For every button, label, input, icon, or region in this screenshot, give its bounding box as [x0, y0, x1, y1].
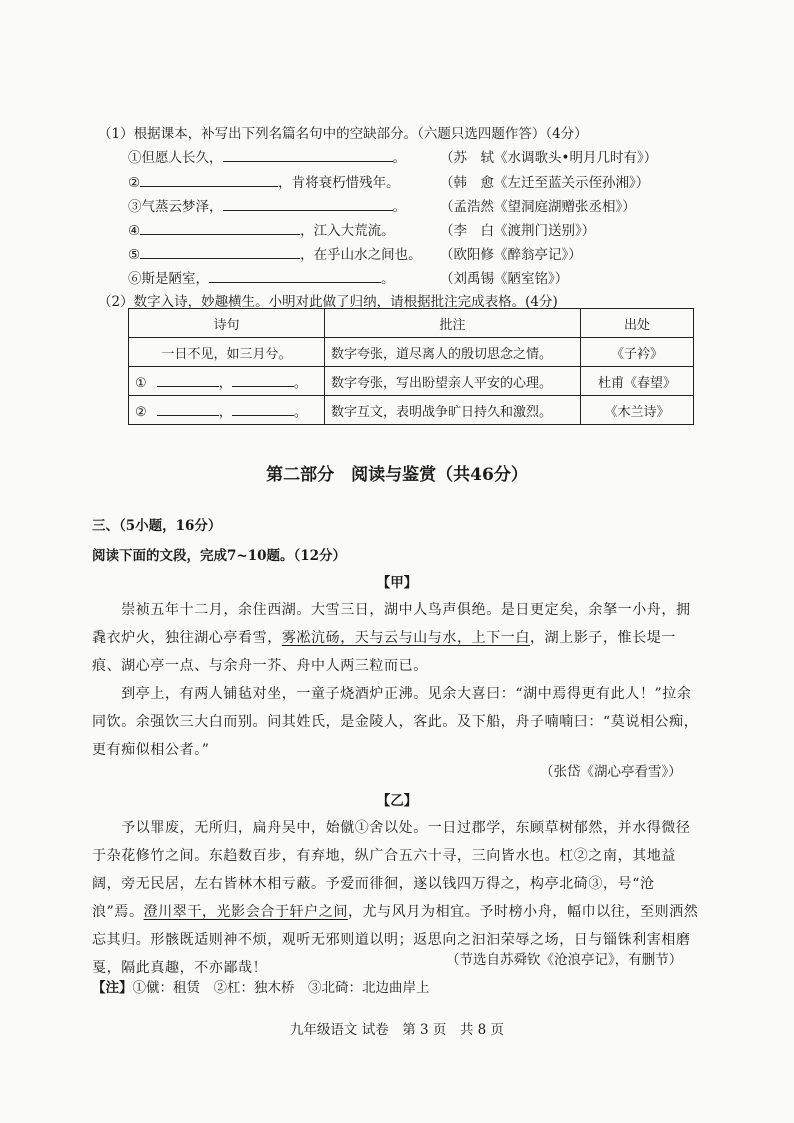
section-heading: 三、（5小题，16分）: [92, 518, 222, 534]
annotation-cell: 数字互文，表明战争旷日持久和激烈。: [325, 396, 581, 425]
line-suffix: 。: [392, 199, 406, 215]
annotation-cell: 数字夸张，道尽离人的殷切思念之情。: [325, 338, 581, 367]
underlined-sentence: 雾凇沆砀，天与云与山与水，上下一白: [281, 630, 531, 646]
passage-text: ，湖上影子，惟长堤一痕、湖心亭一点、与余舟一芥、舟中人两三粒而已。: [92, 630, 677, 674]
passage-yi-label: 【乙】: [376, 793, 418, 809]
col-header-annotation: 批注: [325, 309, 581, 338]
verse-cell: [129, 367, 325, 396]
fill-line-6: [128, 267, 395, 287]
passage-text: 予以罪废，无所归，扁舟吴中，始僦①舍以处。一日过郡学，东顾草树郁然，并水得微径于杂花修竹之间。东趋数百步，有弃地，纵广合五六十寻，三向皆水也。杠②之南，其地益阔，旁无民居，左右皆林木相亏蔽。予爱而徘徊，遂以钱四万得之，构亭北碕③，号“沧浪”焉。: [92, 820, 691, 920]
answer-blank[interactable]: [140, 220, 300, 235]
passage-text: 崇祯五年十二月，余住西湖。大雪三日，湖中人鸟声俱绝。是日更定矣，余拏一小舟，拥毳衣炉火，独往湖心亭看雪，: [92, 602, 691, 646]
passage-yi-source: （节选自苏舜钦《沧浪亭记》，有删节）: [446, 952, 683, 968]
fill-line-3: [128, 195, 406, 215]
answer-blank[interactable]: [232, 401, 294, 416]
notes: [92, 976, 430, 996]
annotation-cell: 数字夸张，写出盼望亲人平安的心理。: [325, 367, 581, 396]
source-cell: 杜甫《春望》: [581, 367, 694, 396]
row-number: ①: [135, 375, 147, 391]
table-row: [129, 367, 694, 396]
underlined-sentence: 澄川翠干，光影会合于轩户之间: [143, 904, 348, 920]
passage-jia-source: （张岱《湖心亭看雪》）: [540, 764, 682, 780]
blank-separator: ，: [218, 375, 232, 391]
source-cell: 《木兰诗》: [581, 396, 694, 425]
answer-blank[interactable]: [157, 372, 219, 387]
answer-blank[interactable]: [232, 372, 294, 387]
line-source-5: （欧阳修《醉翁亭记》）: [440, 247, 582, 263]
line-suffix: ，肯将衰朽惜残年。: [278, 175, 400, 191]
table-row: [129, 338, 694, 367]
line-suffix: 。: [381, 271, 395, 287]
line-prefix: ①但愿人长久，: [128, 150, 223, 166]
verse-cell: 一日不见，如三月兮。: [129, 338, 325, 367]
notes-text: ①僦：租赁 ②杠：独木桥 ③北碕：北边曲岸上: [132, 980, 430, 996]
answer-blank[interactable]: [157, 401, 219, 416]
page-footer: 九年级语文 试卷 第 3 页 共 8 页: [289, 1022, 505, 1038]
line-prefix: ⑥斯是陋室，: [128, 271, 209, 287]
fill-line-2: [128, 171, 400, 191]
blank-end: 。: [293, 404, 307, 420]
line-prefix: ③气蒸云梦泽，: [128, 199, 223, 215]
blank-separator: ，: [218, 404, 232, 420]
line-suffix: 。: [392, 150, 406, 166]
passage-jia-paragraph-2: 到亭上，有两人铺毡对坐，一童子烧酒炉正沸。见余大喜曰：“湖中焉得更有此人！”拉余同饮。余强饮三大白而别。问其姓氏，是金陵人，客此。及下船，舟子喃喃曰：“莫说相公痴，更有痴似相公者。”: [92, 686, 699, 758]
passage-jia-label: 【甲】: [376, 575, 418, 591]
source-cell: 《子衿》: [581, 338, 694, 367]
line-prefix: ⑤: [128, 247, 141, 263]
passage-jia-paragraph-1: [92, 596, 702, 680]
answer-blank[interactable]: [223, 196, 393, 211]
reading-instruction: 阅读下面的文段，完成7~10题。（12分）: [92, 548, 347, 564]
line-suffix: ，江入大荒流。: [300, 223, 395, 239]
line-suffix: ，在乎山水之间也。: [300, 247, 422, 263]
fill-line-5: [128, 243, 422, 263]
table-row: [129, 396, 694, 425]
line-source-2: （韩 愈《左迁至蓝关示侄孙湘》）: [440, 175, 650, 191]
line-source-1: （苏 轼《水调歌头•明月几时有》）: [440, 150, 658, 166]
part2-title: 第二部分 阅读与鉴赏（共46分）: [266, 465, 528, 485]
line-prefix: ④: [128, 223, 141, 239]
q2-header: （2）数字入诗，妙趣横生。小明对此做了归纳，请根据批注完成表格。(4分): [98, 294, 558, 310]
answer-blank[interactable]: [223, 147, 393, 162]
answer-blank[interactable]: [140, 244, 300, 259]
fill-line-1: [128, 146, 406, 166]
line-prefix: ②: [128, 175, 141, 191]
passage-text: ，尤与风月为相宜。予时榜小舟，幅巾以往，至则洒然忘其归。形骸既适则神不烦，观听无邪则道以明；返思向之汩汩荣辱之场，日与锱铢利害相磨戛，隔此真趣，不亦鄙哉！: [92, 904, 699, 976]
notes-label: 【注】: [92, 980, 133, 996]
poem-number-table: [128, 308, 694, 425]
row-number: ②: [135, 404, 147, 420]
answer-blank[interactable]: [209, 268, 381, 283]
fill-line-4: [128, 219, 395, 239]
q1-header: （1）根据课本，补写出下列名篇名句中的空缺部分。（六题只选四题作答）（4分）: [98, 126, 588, 142]
col-header-source: 出处: [581, 309, 694, 338]
line-source-6: （刘禹锡《陋室铭》）: [440, 271, 569, 287]
answer-blank[interactable]: [140, 172, 278, 187]
line-source-4: （李 白《渡荆门送别》）: [440, 223, 596, 239]
table-header-row: [129, 309, 694, 338]
verse-cell: [129, 396, 325, 425]
line-source-3: （孟浩然《望洞庭湖赠张丞相》）: [440, 199, 636, 215]
blank-end: 。: [293, 375, 307, 391]
col-header-verse: 诗句: [129, 309, 325, 338]
